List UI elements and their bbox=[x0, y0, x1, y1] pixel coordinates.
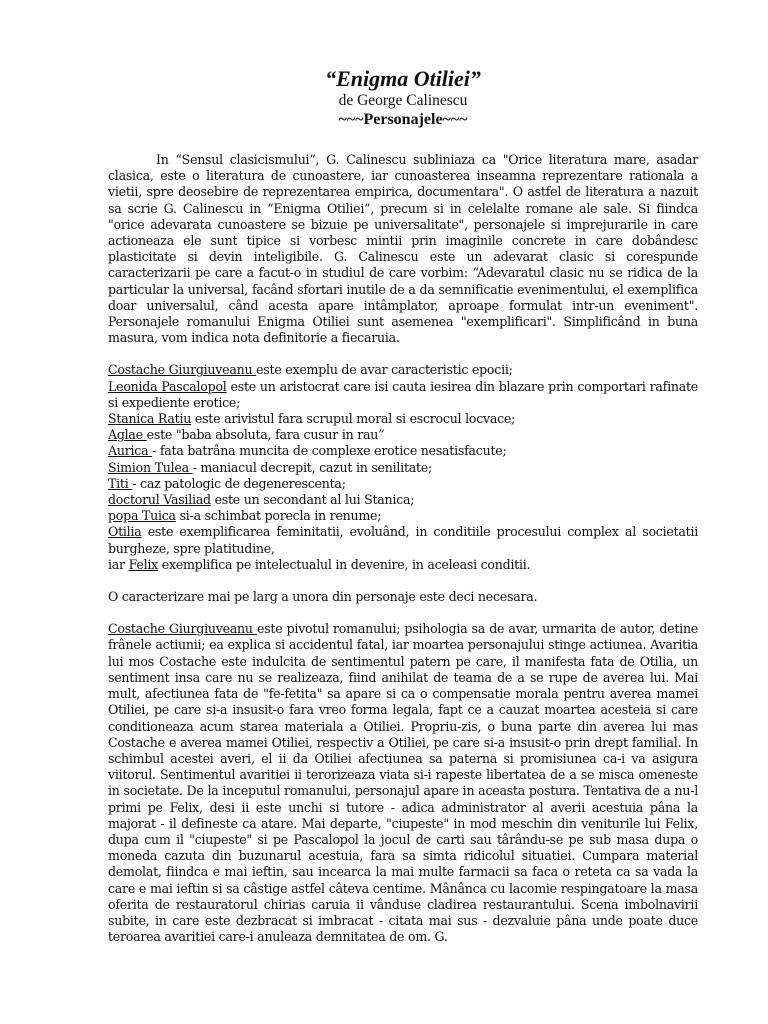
list-item bbox=[108, 524, 698, 556]
character-desc: - caz patologic de degenerescenta; bbox=[132, 475, 346, 491]
title-block bbox=[108, 66, 698, 129]
character-name-pascalopol: Leonida Pascalopol bbox=[108, 378, 227, 394]
author-line: de George Calinescu bbox=[338, 92, 468, 109]
costache-text: este pivotul romanului; psihologia sa de avar, urmarita de autor, detine frânele actiunii; ea explica si accidentul fatal, iar moartea personajului stinge actiunea. Avaritia lui mos Costache este indulcita de sentimentul patern pe care, il manifesta fata de Otilia, un sentiment insa care nu se realizeaza, fiind anihilat de teama de a se rupe de averea lui. Mai mult, afectiunea fata de "fe-fetita" sa apare si ca o compensatie morala pentru averea mamei Otiliei, pe care si-a insusit-o fara vreo forma legala, fapt ce a cauzat moartea acesteia si care conditioneaza acum starea materiala a Otiliei. Propriu-zis, o buna parte din averea lui mas Costache e averea mamei Otiliei, respectiv a Otiliei, pe care si-a insusit-o prin drept familial. In schimbul acestei averi, el ii da Otiliei afectiunea sa paterna si promisiunea ca-i va asigura viitorul. Sentimentul avaritiei ii terorizeaza viata si-i rapeste libertatea de a se misca omeneste in societate. De la inceputul romanului, personajul apare in aceasta postura. Tentativa de a nu-l primi pe Felix, desi ii este unchi si tutore - adica administrator al averii acestuia pâna la majorat - il defineste ca atare. Mai departe, "ciupeste" in mod meschin din veniturile lui Felix, dupa cum il "ciupeste" si pe Pascalopol la jocul de carti sau târându-se pe sub masa dupa o moneda cazuta din buzunarul acestuia, fara sa simta ridicolul situatiei. Cumpara material demolat, fiindca e mai ieftin, sau incearca la mai multe farmacii sa faca o reteta ca sa vada la care e mai ieftin si sa câstige astfel câteva centime. Mânânca cu lacomie respingatoare la masa oferita de restauratorul chirias caruia ii vânduse cladirea restaurantului. Scena imbolnavirii subite, in care este dezbracat si imbracat - citata mai sus - dezvaluie pâna unde poate duce teroarea avaritiei care-i anuleaza demnitatea de om. G. bbox=[108, 621, 699, 945]
character-desc: - fata batrâna muncita de complexe erotice nesatisfacute; bbox=[152, 443, 507, 459]
spacer bbox=[108, 573, 698, 589]
list-item bbox=[108, 508, 698, 524]
character-name-titi: Titi bbox=[108, 475, 133, 491]
spacer bbox=[108, 605, 698, 621]
character-desc: - maniacul decrepit, cazut in senilitate; bbox=[192, 459, 433, 475]
character-name-simion: Simion Tulea bbox=[108, 459, 193, 475]
character-name-felix: Felix bbox=[128, 556, 158, 572]
character-name-stanica: Stanica Ratiu bbox=[108, 411, 192, 427]
character-desc: exemplifica pe intelectualul in devenire, in aceleasi conditii. bbox=[157, 556, 531, 572]
document-title: “Enigma Otiliei” bbox=[325, 66, 481, 91]
list-item bbox=[108, 460, 698, 476]
list-item bbox=[108, 476, 698, 492]
felix-prefix: iar bbox=[108, 556, 129, 572]
spacer bbox=[108, 346, 698, 362]
character-desc: este arivistul fara scrupul moral si escrocul locvace; bbox=[191, 411, 516, 427]
list-item bbox=[108, 557, 698, 573]
character-list bbox=[108, 362, 698, 573]
costache-paragraph bbox=[108, 621, 698, 945]
list-item bbox=[108, 443, 698, 459]
character-desc: este "baba absoluta, fara cusur in rau” bbox=[146, 427, 385, 443]
character-desc: este un secondant al lui Stanica; bbox=[210, 492, 415, 508]
list-item bbox=[108, 379, 698, 411]
character-desc: este un aristocrat care isi cauta iesirea din blazare prin comportari rafinate si expediente erotice; bbox=[108, 378, 698, 410]
list-item bbox=[108, 427, 698, 443]
costache-name: Costache Giurgiuveanu bbox=[108, 621, 257, 637]
section-heading: ~~~Personajele~~~ bbox=[338, 111, 468, 128]
character-desc: si-a schimbat porecla in renume; bbox=[175, 508, 382, 524]
character-name-aglae: Aglae bbox=[108, 427, 147, 443]
character-name-otilia: Otilia bbox=[108, 524, 142, 540]
character-name-tuica: popa Tuica bbox=[108, 508, 176, 524]
list-item bbox=[108, 492, 698, 508]
list-item bbox=[108, 411, 698, 427]
character-name-aurica: Aurica bbox=[108, 443, 153, 459]
character-name-costache: Costache Giurgiuveanu bbox=[108, 362, 257, 378]
transition-paragraph: O caracterizare mai pe larg a unora din personaje este deci necesara. bbox=[108, 589, 538, 605]
character-desc: este exemplu de avar caracteristic epocii; bbox=[256, 362, 513, 378]
list-item bbox=[108, 362, 698, 378]
character-name-vasiliad: doctorul Vasiliad bbox=[108, 492, 211, 508]
intro-paragraph: In “Sensul clasicismului”, G. Calinescu subliniaza ca "Orice literatura mare, asadar clasica, este o literatura de cunoastere, iar cunoasterea inseamna reprezentare rationala a vietii, spre deosebire de reprezentarea empirica, documentara". O astfel de literatura a nazuit sa scrie G. Calinescu in “Enigma Otiliei”, precum si in celelalte romane ale sale. Si fiindca "orice adevarata cunoastere se bizuie pe universalitate", personajele si imprejurarile in care actioneaza ele sunt tipice si vorbesc mintii prin imaginile concrete in care dobândesc plasticitate si devin inteligibile. G. Calinescu este un adevarat clasic si corespunde caracterizarii pe care a facut-o in studiul de care vorbim: “Adevaratul clasic nu se ridica de la particular la universal, facând sfortari inutile de a da semnificatie evenimentului, el exemplifica doar universalul, când acesta apare intâmplator, aproape formulat intr-un eveniment". Personajele romanului Enigma Otiliei sunt asemenea "exemplificari". Simplificând in buna masura, vom indica nota definitorie a fiecaruia. bbox=[108, 152, 698, 346]
character-desc: este exemplificarea feminitatii, evoluând, in conditiile procesului complex al societatii burgheze, spre platitudine, bbox=[108, 524, 698, 556]
